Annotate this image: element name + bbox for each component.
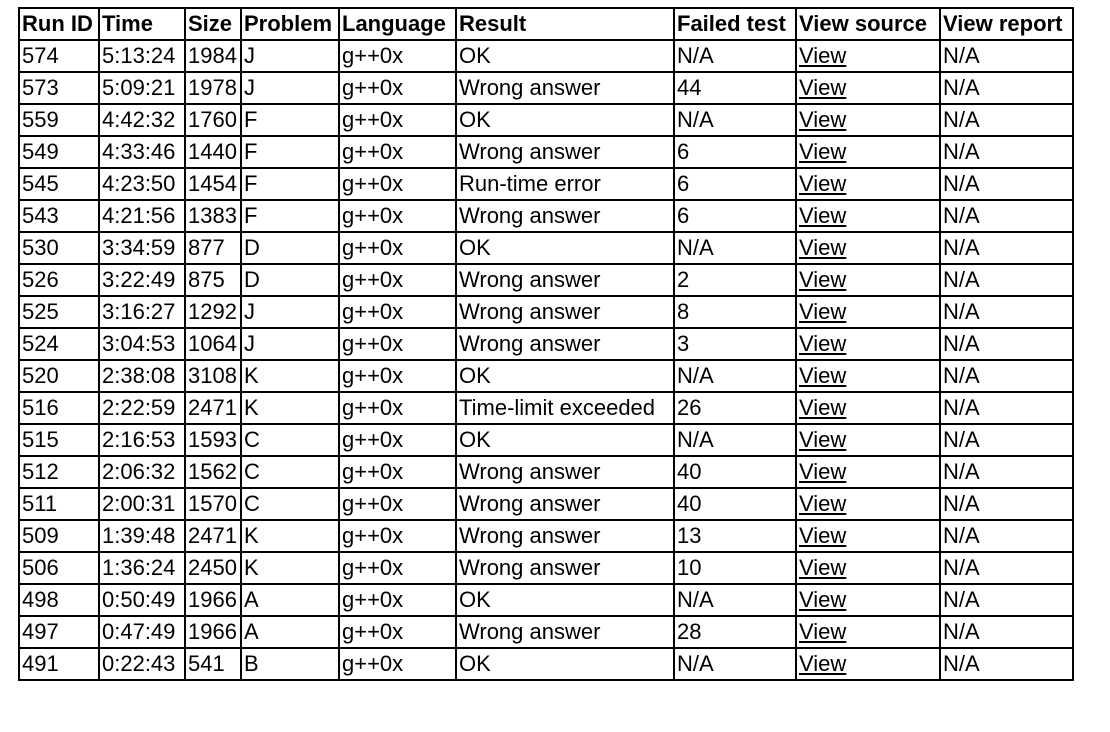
cell-language: g++0x [339, 456, 456, 488]
cell-view-report: N/A [940, 456, 1073, 488]
runs-table [18, 7, 1074, 681]
cell-failed-test: 2 [674, 264, 796, 296]
cell-language: g++0x [339, 616, 456, 648]
cell-language: g++0x [339, 40, 456, 72]
cell-view-source [796, 488, 940, 520]
cell-result: Wrong answer [456, 72, 674, 104]
cell-size: 1978 [185, 72, 241, 104]
cell-time: 0:50:49 [99, 584, 185, 616]
cell-view-source [796, 520, 940, 552]
cell-problem: A [241, 584, 339, 616]
cell-view-report: N/A [940, 296, 1073, 328]
cell-view-source [796, 584, 940, 616]
cell-result: Wrong answer [456, 456, 674, 488]
cell-view-report: N/A [940, 328, 1073, 360]
view-source-link[interactable]: View [799, 171, 847, 196]
cell-result: OK [456, 424, 674, 456]
view-source-link[interactable]: View [799, 203, 847, 228]
cell-result: Wrong answer [456, 328, 674, 360]
cell-result: OK [456, 104, 674, 136]
cell-run-id: 559 [19, 104, 99, 136]
cell-view-report: N/A [940, 200, 1073, 232]
cell-run-id: 545 [19, 168, 99, 200]
column-header-failed-test: Failed test [674, 8, 796, 40]
cell-time: 0:22:43 [99, 648, 185, 680]
cell-size: 2471 [185, 520, 241, 552]
table-row [19, 360, 1073, 392]
cell-size: 1064 [185, 328, 241, 360]
cell-view-source [796, 552, 940, 584]
view-source-link[interactable]: View [799, 331, 847, 356]
cell-language: g++0x [339, 296, 456, 328]
cell-view-source [796, 648, 940, 680]
cell-size: 2450 [185, 552, 241, 584]
cell-view-report: N/A [940, 232, 1073, 264]
cell-view-report: N/A [940, 104, 1073, 136]
cell-run-id: 543 [19, 200, 99, 232]
cell-failed-test: 3 [674, 328, 796, 360]
cell-view-report: N/A [940, 616, 1073, 648]
cell-result: Wrong answer [456, 616, 674, 648]
view-source-link[interactable]: View [799, 427, 847, 452]
cell-failed-test: N/A [674, 104, 796, 136]
cell-view-source [796, 296, 940, 328]
cell-run-id: 497 [19, 616, 99, 648]
table-row [19, 168, 1073, 200]
cell-view-source [796, 104, 940, 136]
column-header-view-source: View source [796, 8, 940, 40]
cell-language: g++0x [339, 72, 456, 104]
view-source-link[interactable]: View [799, 363, 847, 388]
view-source-link[interactable]: View [799, 619, 847, 644]
cell-view-report: N/A [940, 488, 1073, 520]
cell-failed-test: 40 [674, 456, 796, 488]
cell-time: 3:34:59 [99, 232, 185, 264]
cell-language: g++0x [339, 168, 456, 200]
cell-failed-test: N/A [674, 424, 796, 456]
cell-run-id: 549 [19, 136, 99, 168]
cell-view-source [796, 136, 940, 168]
cell-time: 1:39:48 [99, 520, 185, 552]
column-header-run-id: Run ID [19, 8, 99, 40]
cell-failed-test: 6 [674, 136, 796, 168]
cell-language: g++0x [339, 488, 456, 520]
cell-failed-test: N/A [674, 648, 796, 680]
cell-problem: B [241, 648, 339, 680]
table-row [19, 552, 1073, 584]
cell-language: g++0x [339, 392, 456, 424]
cell-failed-test: 8 [674, 296, 796, 328]
cell-failed-test: N/A [674, 584, 796, 616]
cell-problem: F [241, 200, 339, 232]
cell-language: g++0x [339, 104, 456, 136]
cell-time: 4:42:32 [99, 104, 185, 136]
cell-size: 1383 [185, 200, 241, 232]
cell-result: Run-time error [456, 168, 674, 200]
cell-failed-test: 44 [674, 72, 796, 104]
view-source-link[interactable]: View [799, 139, 847, 164]
cell-view-source [796, 200, 940, 232]
cell-run-id: 512 [19, 456, 99, 488]
table-header-row [19, 8, 1073, 40]
table-row [19, 136, 1073, 168]
cell-view-source [796, 264, 940, 296]
cell-language: g++0x [339, 136, 456, 168]
table-row [19, 328, 1073, 360]
cell-result: OK [456, 584, 674, 616]
view-source-link[interactable]: View [799, 555, 847, 580]
cell-problem: K [241, 552, 339, 584]
cell-size: 1454 [185, 168, 241, 200]
cell-size: 875 [185, 264, 241, 296]
cell-result: OK [456, 360, 674, 392]
view-source-link[interactable]: View [799, 523, 847, 548]
cell-view-report: N/A [940, 72, 1073, 104]
cell-time: 2:22:59 [99, 392, 185, 424]
cell-problem: J [241, 72, 339, 104]
cell-problem: J [241, 296, 339, 328]
cell-view-source [796, 392, 940, 424]
table-row [19, 488, 1073, 520]
cell-failed-test: N/A [674, 360, 796, 392]
view-source-link[interactable]: View [799, 267, 847, 292]
cell-problem: C [241, 456, 339, 488]
column-header-language: Language [339, 8, 456, 40]
cell-run-id: 574 [19, 40, 99, 72]
cell-view-report: N/A [940, 552, 1073, 584]
cell-view-source [796, 168, 940, 200]
cell-time: 5:09:21 [99, 72, 185, 104]
cell-size: 1292 [185, 296, 241, 328]
cell-run-id: 530 [19, 232, 99, 264]
cell-view-source [796, 616, 940, 648]
cell-problem: D [241, 232, 339, 264]
cell-problem: F [241, 104, 339, 136]
column-header-time: Time [99, 8, 185, 40]
view-source-link[interactable]: View [799, 107, 847, 132]
cell-time: 4:33:46 [99, 136, 185, 168]
cell-view-source [796, 456, 940, 488]
cell-result: Wrong answer [456, 136, 674, 168]
view-source-link[interactable]: View [799, 235, 847, 260]
cell-view-source [796, 72, 940, 104]
view-source-link[interactable]: View [799, 459, 847, 484]
cell-time: 3:22:49 [99, 264, 185, 296]
cell-failed-test: N/A [674, 40, 796, 72]
cell-run-id: 524 [19, 328, 99, 360]
cell-view-report: N/A [940, 424, 1073, 456]
table-row [19, 264, 1073, 296]
cell-time: 4:23:50 [99, 168, 185, 200]
cell-view-report: N/A [940, 648, 1073, 680]
cell-problem: K [241, 360, 339, 392]
cell-size: 1440 [185, 136, 241, 168]
view-source-link[interactable]: View [799, 75, 847, 100]
cell-result: OK [456, 40, 674, 72]
cell-size: 2471 [185, 392, 241, 424]
cell-size: 3108 [185, 360, 241, 392]
cell-run-id: 509 [19, 520, 99, 552]
cell-problem: K [241, 392, 339, 424]
view-source-link[interactable]: View [799, 651, 847, 676]
table-row [19, 72, 1073, 104]
cell-result: Wrong answer [456, 552, 674, 584]
cell-language: g++0x [339, 424, 456, 456]
cell-result: OK [456, 232, 674, 264]
cell-problem: C [241, 424, 339, 456]
cell-view-source [796, 328, 940, 360]
cell-size: 1562 [185, 456, 241, 488]
cell-run-id: 515 [19, 424, 99, 456]
cell-view-report: N/A [940, 168, 1073, 200]
cell-view-report: N/A [940, 520, 1073, 552]
cell-failed-test: 10 [674, 552, 796, 584]
table-row [19, 40, 1073, 72]
cell-time: 2:38:08 [99, 360, 185, 392]
table-row [19, 200, 1073, 232]
cell-view-source [796, 40, 940, 72]
cell-run-id: 491 [19, 648, 99, 680]
table-row [19, 520, 1073, 552]
cell-time: 1:36:24 [99, 552, 185, 584]
column-header-view-report: View report [940, 8, 1073, 40]
cell-view-report: N/A [940, 392, 1073, 424]
cell-run-id: 526 [19, 264, 99, 296]
cell-size: 1984 [185, 40, 241, 72]
cell-language: g++0x [339, 584, 456, 616]
table-row [19, 296, 1073, 328]
table-row [19, 392, 1073, 424]
cell-problem: C [241, 488, 339, 520]
cell-view-source [796, 360, 940, 392]
table-row [19, 648, 1073, 680]
cell-failed-test: 28 [674, 616, 796, 648]
cell-size: 1593 [185, 424, 241, 456]
cell-failed-test: 26 [674, 392, 796, 424]
cell-time: 2:00:31 [99, 488, 185, 520]
cell-problem: F [241, 168, 339, 200]
cell-run-id: 520 [19, 360, 99, 392]
cell-view-report: N/A [940, 136, 1073, 168]
cell-time: 3:16:27 [99, 296, 185, 328]
table-row [19, 232, 1073, 264]
cell-view-source [796, 424, 940, 456]
column-header-size: Size [185, 8, 241, 40]
cell-size: 541 [185, 648, 241, 680]
cell-run-id: 498 [19, 584, 99, 616]
cell-problem: D [241, 264, 339, 296]
cell-run-id: 511 [19, 488, 99, 520]
cell-language: g++0x [339, 520, 456, 552]
cell-view-report: N/A [940, 360, 1073, 392]
cell-size: 877 [185, 232, 241, 264]
cell-run-id: 525 [19, 296, 99, 328]
cell-language: g++0x [339, 264, 456, 296]
cell-size: 1966 [185, 616, 241, 648]
cell-language: g++0x [339, 552, 456, 584]
cell-time: 0:47:49 [99, 616, 185, 648]
view-source-link[interactable]: View [799, 395, 847, 420]
cell-run-id: 506 [19, 552, 99, 584]
cell-size: 1966 [185, 584, 241, 616]
cell-language: g++0x [339, 360, 456, 392]
cell-failed-test: 6 [674, 168, 796, 200]
view-source-link[interactable]: View [799, 299, 847, 324]
cell-failed-test: 40 [674, 488, 796, 520]
cell-time: 2:16:53 [99, 424, 185, 456]
cell-failed-test: 6 [674, 200, 796, 232]
cell-result: Wrong answer [456, 296, 674, 328]
cell-time: 3:04:53 [99, 328, 185, 360]
cell-problem: A [241, 616, 339, 648]
table-row [19, 584, 1073, 616]
cell-view-report: N/A [940, 264, 1073, 296]
cell-result: Wrong answer [456, 264, 674, 296]
view-source-link[interactable]: View [799, 43, 847, 68]
cell-problem: F [241, 136, 339, 168]
table-row [19, 456, 1073, 488]
table-row [19, 616, 1073, 648]
cell-time: 2:06:32 [99, 456, 185, 488]
cell-language: g++0x [339, 232, 456, 264]
cell-failed-test: N/A [674, 232, 796, 264]
cell-time: 5:13:24 [99, 40, 185, 72]
cell-result: Wrong answer [456, 200, 674, 232]
view-source-link[interactable]: View [799, 587, 847, 612]
cell-view-source [796, 232, 940, 264]
cell-view-report: N/A [940, 40, 1073, 72]
column-header-problem: Problem [241, 8, 339, 40]
cell-language: g++0x [339, 648, 456, 680]
cell-size: 1570 [185, 488, 241, 520]
table-row [19, 104, 1073, 136]
cell-result: Wrong answer [456, 488, 674, 520]
cell-view-report: N/A [940, 584, 1073, 616]
cell-failed-test: 13 [674, 520, 796, 552]
cell-time: 4:21:56 [99, 200, 185, 232]
table-row [19, 424, 1073, 456]
cell-problem: K [241, 520, 339, 552]
cell-size: 1760 [185, 104, 241, 136]
cell-language: g++0x [339, 200, 456, 232]
column-header-result: Result [456, 8, 674, 40]
cell-result: OK [456, 648, 674, 680]
cell-language: g++0x [339, 328, 456, 360]
cell-problem: J [241, 40, 339, 72]
view-source-link[interactable]: View [799, 491, 847, 516]
cell-result: Time-limit exceeded [456, 392, 674, 424]
cell-run-id: 573 [19, 72, 99, 104]
cell-run-id: 516 [19, 392, 99, 424]
cell-problem: J [241, 328, 339, 360]
table-body [19, 40, 1073, 680]
cell-result: Wrong answer [456, 520, 674, 552]
